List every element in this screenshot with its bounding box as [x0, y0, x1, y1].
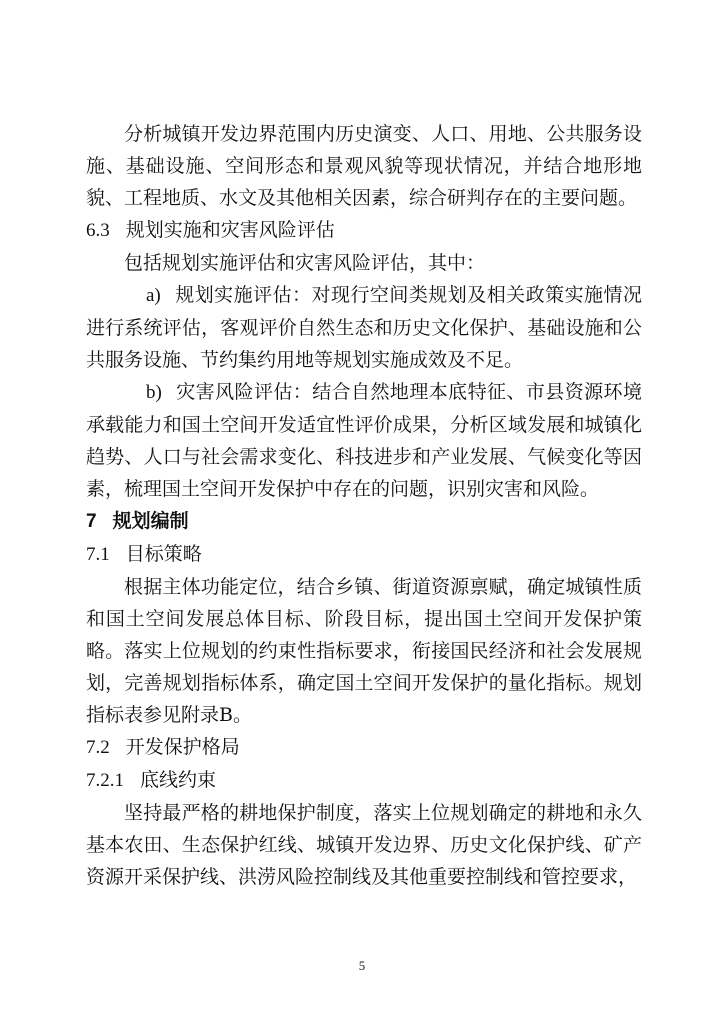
heading-7-2-title: 开发保护格局 [125, 736, 240, 758]
page-number: 5 [358, 958, 366, 973]
list-item-b [86, 376, 642, 505]
list-item-b-marker: b) [146, 382, 162, 403]
heading-7-2-1 [86, 764, 642, 797]
heading-6-3-title: 规划实施和灾害风险评估 [125, 219, 335, 241]
heading-7-2 [86, 731, 642, 764]
heading-7-1-number: 7.1 [86, 544, 110, 565]
heading-7 [86, 505, 642, 538]
heading-7-1 [86, 538, 642, 571]
heading-7-number: 7 [86, 511, 97, 532]
heading-7-1-title: 目标策略 [125, 543, 202, 565]
paragraph-7-1: 根据主体功能定位，结合乡镇、街道资源禀赋，确定城镇性质和国土空间发展总体目标、阶段目标，提出国土空间开发保护策略。落实上位规划的约束性指标要求，衔接国民经济和社会发展规划，完善规划指标体系，确定国土空间开发保护的量化指标。规划指标表参见附录B。 [86, 576, 642, 726]
list-item-b-text: 灾害风险评估：结合自然地理本底特征、市县资源环境承载能力和国土空间开发适宜性评价成果，分析区域发展和城镇化趋势、人口与社会需求变化、科技进步和产业发展、气候变化等因素，梳理国土空间开发保护中存在的问题，识别灾害和风险。 [86, 381, 642, 500]
list-item-a-marker: a) [146, 285, 161, 306]
paragraph-7-2-1: 坚持最严格的耕地保护制度，落实上位规划确定的耕地和永久基本农田、生态保护红线、城镇开发边界、历史文化保护线、矿产资源开采保护线、洪涝风险控制线及其他重要控制线和管控要求， [86, 802, 642, 888]
heading-6-3 [86, 214, 642, 247]
heading-7-title: 规划编制 [112, 510, 189, 532]
heading-7-2-number: 7.2 [86, 737, 110, 758]
paragraph-status-analysis: 分析城镇开发边界范围内历史演变、人口、用地、公共服务设施、基础设施、空间形态和景观风貌等现状情况，并结合地形地貌、工程地质、水文及其他相关因素，综合研判存在的主要问题。 [86, 123, 642, 209]
paragraph-6-3-intro: 包括规划实施评估和灾害风险评估，其中： [124, 252, 486, 274]
list-item-a-text: 规划实施评估：对现行空间类规划及相关政策实施情况进行系统评估，客观评价自然生态和历史文化保护、基础设施和公共服务设施、节约集约用地等规划实施成效及不足。 [86, 284, 642, 371]
heading-7-2-1-title: 底线约束 [140, 769, 217, 791]
heading-7-2-1-number: 7.2.1 [86, 770, 124, 791]
heading-6-3-number: 6.3 [86, 220, 110, 241]
document-body [86, 118, 642, 893]
list-item-a [86, 279, 642, 376]
